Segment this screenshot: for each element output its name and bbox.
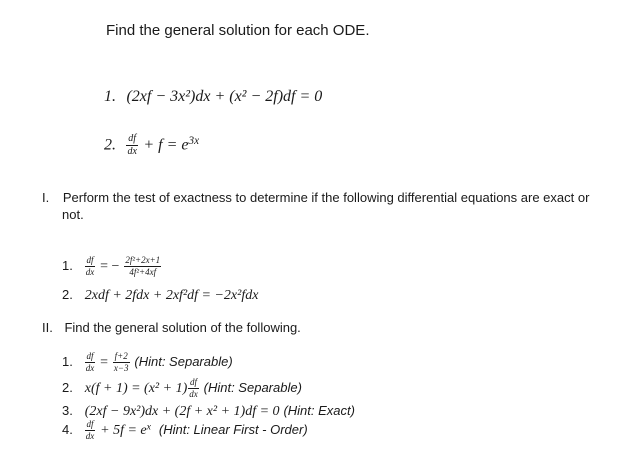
- section-2-item-3-hint: (Hint: Exact): [283, 403, 355, 418]
- section-1-item-1-eq-sign: = −: [100, 259, 120, 275]
- section-1-item-2-number: 2.: [62, 287, 73, 302]
- section-1-instruction-continued: not.: [62, 207, 84, 222]
- fraction-numerator: df: [86, 419, 94, 429]
- section-1-item-1: [62, 256, 162, 277]
- section-2-label: II.: [42, 320, 53, 335]
- section-2-instruction: Find the general solution of the following.: [64, 320, 301, 335]
- section-2-item-2: [62, 378, 302, 399]
- top-problem-1-equation: (2xf − 3x²)dx + (x² − 2f)df = 0: [126, 88, 323, 105]
- fraction-numerator: f+2: [114, 351, 128, 361]
- top-problem-2-equation-rest: + f = e: [143, 136, 189, 154]
- section-2-item-1-eq-sign: =: [100, 355, 109, 371]
- fraction-numerator: df: [86, 255, 94, 265]
- fraction-denominator: dx: [85, 363, 95, 373]
- section-2-item-1-number: 1.: [62, 354, 73, 370]
- section-2-item-4-equation-rest: + 5f = e: [100, 423, 147, 439]
- section-2-item-1-lhs: [85, 352, 96, 373]
- section-2-item-1-rhs: [113, 352, 130, 373]
- fraction-denominator: 4f²+4xf: [129, 267, 157, 277]
- section-2-item-3-number: 3.: [62, 403, 73, 418]
- section-2-item-1: [62, 352, 233, 373]
- section-2-item-4-number: 4.: [62, 422, 73, 438]
- section-2-item-2-equation: x(f + 1) = (x² + 1): [84, 381, 188, 397]
- page-title: Find the general solution for each ODE.: [106, 22, 370, 39]
- section-1-item-1-lhs: [85, 256, 96, 277]
- section-1-label: I.: [42, 190, 50, 205]
- section-1-heading: [42, 190, 589, 205]
- top-problem-2-number: 2.: [104, 136, 116, 154]
- top-problem-1-number: 1.: [104, 88, 116, 105]
- section-2-item-2-fraction: [188, 378, 199, 399]
- fraction-numerator: df: [128, 133, 137, 144]
- section-2-item-3: [62, 402, 355, 420]
- section-1-item-1-rhs: [124, 256, 161, 277]
- section-1-item-2: [62, 286, 258, 304]
- section-2-item-4: [62, 420, 308, 441]
- section-1-instruction: Perform the test of exactness to determine if the following differential equations are exact or: [62, 190, 590, 205]
- section-2-item-3-equation: (2xf − 9x²)dx + (2f + x² + 1)df = 0: [84, 404, 280, 419]
- section-2-heading: [42, 320, 301, 335]
- fraction-denominator: dx: [189, 389, 198, 399]
- top-problem-2-exponent: 3x: [188, 135, 200, 148]
- fraction-numerator: df: [189, 377, 197, 387]
- section-1-item-1-number: 1.: [62, 258, 73, 274]
- fraction-denominator: dx: [85, 267, 95, 277]
- section-2-item-4-exponent: x: [146, 421, 151, 433]
- section-2-item-2-number: 2.: [62, 380, 73, 396]
- section-1-item-2-equation: 2xdf + 2fdx + 2xf²df = −2x²fdx: [84, 288, 259, 303]
- fraction-numerator: 2f²+2x+1: [125, 255, 161, 265]
- fraction-denominator: dx: [85, 431, 95, 441]
- top-problem-2: [104, 134, 199, 157]
- top-problem-1: [104, 88, 322, 106]
- fraction-denominator: dx: [127, 146, 137, 157]
- fraction-numerator: df: [86, 351, 94, 361]
- section-2-item-4-hint: (Hint: Linear First - Order): [158, 422, 308, 438]
- fraction-denominator: x−3: [113, 363, 129, 373]
- section-2-item-1-hint: (Hint: Separable): [134, 354, 233, 370]
- section-2-item-2-hint: (Hint: Separable): [203, 380, 302, 396]
- section-2-item-4-fraction: [85, 420, 96, 441]
- top-problem-2-fraction: [126, 134, 137, 157]
